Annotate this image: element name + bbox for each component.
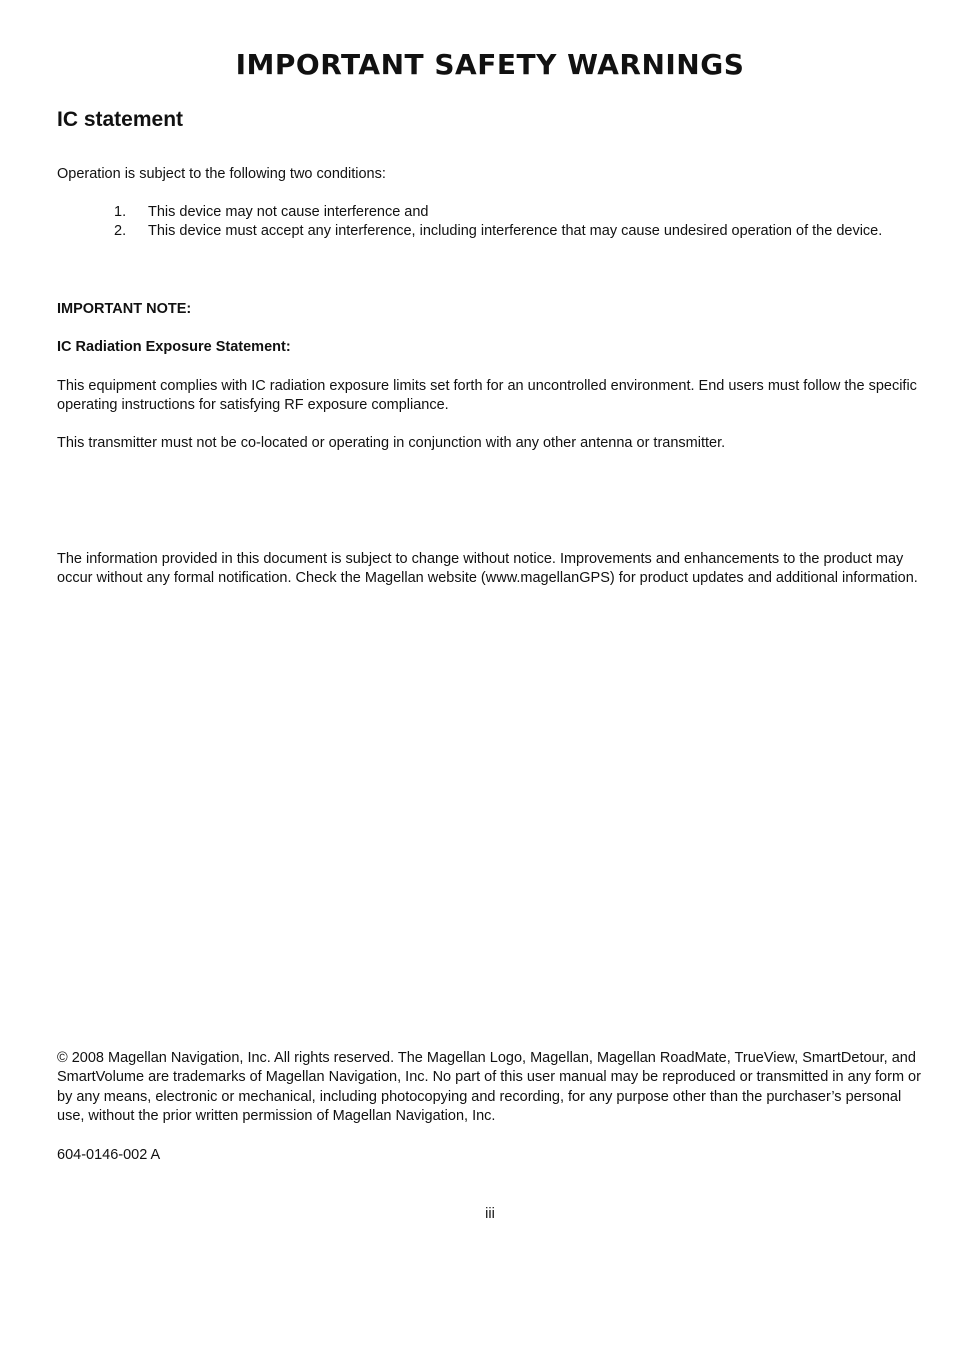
conditions-list — [110, 203, 900, 242]
list-item — [110, 222, 900, 241]
radiation-statement-text: This equipment complies with IC radiation exposure limits set forth for an uncontrolled environment. End users must follow the specific operating instructions for satisfying RF exposure compliance. — [57, 378, 917, 414]
page-number: iii — [485, 1206, 495, 1222]
list-item-text: This device must accept any interference, including interference that may cause undesired operation of the device. — [148, 223, 883, 240]
section-heading: IC statement — [57, 108, 184, 131]
list-item-number: 2. — [114, 223, 127, 240]
list-item — [110, 203, 900, 222]
page-title: IMPORTANT SAFETY WARNINGS — [235, 48, 745, 81]
important-note-label: IMPORTANT NOTE: — [57, 301, 192, 317]
transmitter-text: This transmitter must not be co-located or operating in conjunction with any other antenna or transmitter. — [57, 435, 726, 451]
intro-text: Operation is subject to the following two conditions: — [57, 166, 386, 182]
list-item-number: 1. — [114, 204, 127, 220]
document-number: 604-0146-002 A — [57, 1147, 161, 1163]
information-text: The information provided in this document is subject to change without notice. Improvements and enhancements to the product may occur without any formal notification. Check the Magellan website (www.magellanGPS) for product updates and additional information. — [57, 551, 918, 587]
copyright-text: © 2008 Magellan Navigation, Inc. All rights reserved. The Magellan Logo, Magellan, Magellan RoadMate, TrueView, SmartDetour, and SmartVolume are trademarks of Magellan Navigation, Inc. No part of this user manual may be reproduced or transmitted in any form or by any means, electronic or mechanical, including photocopying and recording, for any purpose other than the purchaser’s personal use, without the prior written permission of Magellan Navigation, Inc. — [57, 1050, 921, 1125]
list-item-text: This device may not cause interference and — [148, 204, 429, 220]
radiation-statement-label: IC Radiation Exposure Statement: — [57, 339, 291, 355]
